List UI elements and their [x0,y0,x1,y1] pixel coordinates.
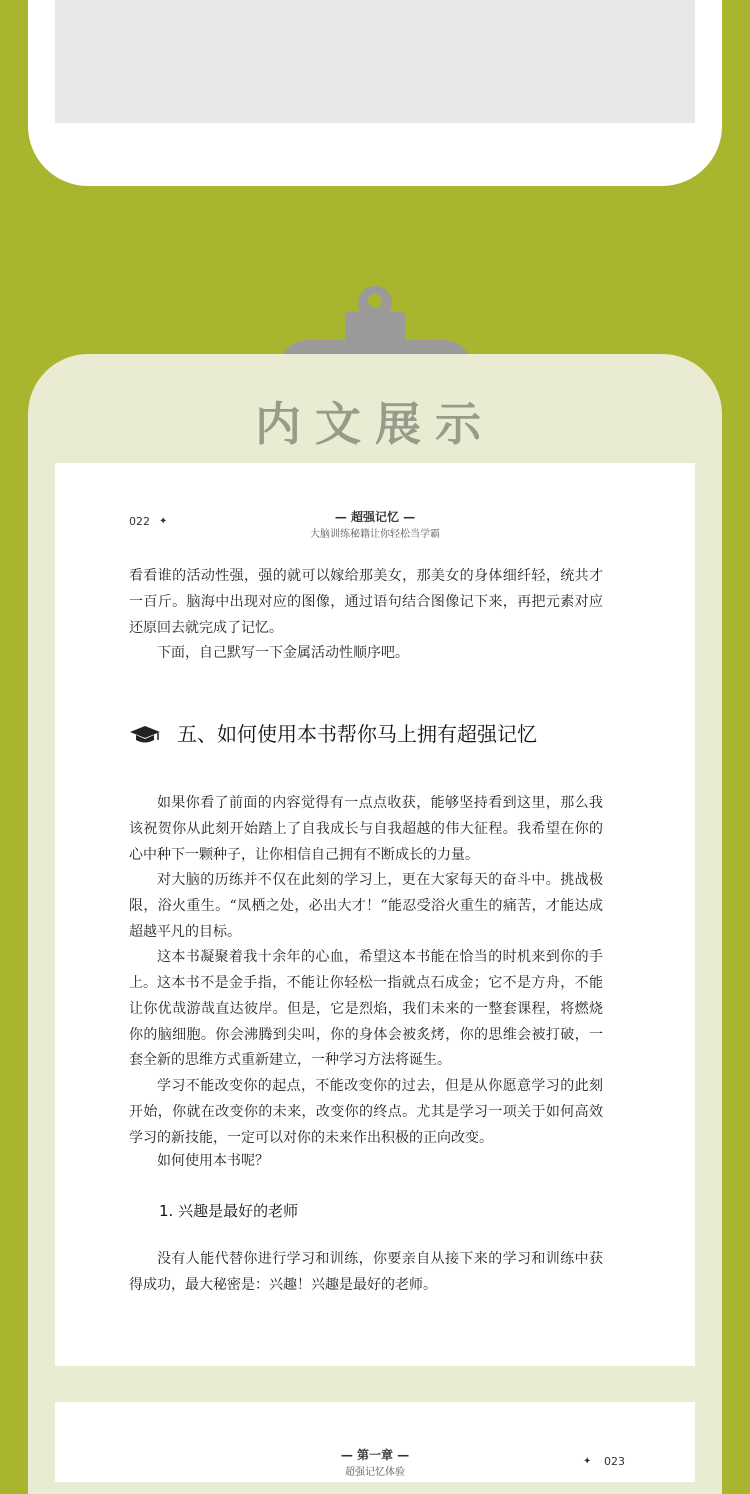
book-page-left [55,463,695,1366]
section-title: 内文展示 [255,397,495,451]
page-number: 022 [129,515,150,528]
paragraph: 学习不能改变你的起点，不能改变你的过去，但是从你愿意学习的此刻开始，你就在改变你的未来，改变你的终点。尤其是学习一项关于如何高效学习的新技能，一定可以对你的未来作出积极的正向改变。 [129,1078,603,1146]
running-header-title: — 第一章 — [340,1448,410,1462]
paragraph: 看看谁的活动性强，强的就可以嫁给那美女，那美女的身体细纤轻，统共才一百斤。脑海中出现对应的图像，通过语句结合图像记下来，再把元素对应还原回去就完成了记忆。 [129,568,603,636]
toc-card [28,0,722,186]
book-page-next [55,1402,695,1482]
star-icon: ✦ [159,516,168,527]
paragraph: 如何使用本书呢？ [157,1153,269,1169]
toc-panel [55,0,695,123]
subheading: 1. 兴趣是最好的老师 [159,1202,299,1220]
paragraph: 这本书凝聚着我十余年的心血，希望这本书能在恰当的时机来到你的手上。 [129,949,603,991]
paragraph: 这本书不是金手指，不能让你轻松一指就点石成金；它不是方舟，不能让你优哉游哉直达彼岸。但是，它是烈焰，我们未来的一整套课程，将燃烧你的脑细胞。你会沸腾到尖叫，你的身体会被炙烤，你的思维会被打破，一套全新的思维方式重新建立，一种学习方法将诞生。 [129,975,603,1069]
section-heading-text: 五、如何使用本书帮你马上拥有超强记忆 [177,722,537,746]
paragraph: 对大脑的历练并不仅在此刻的学习上，更在大家每天的奋斗中。挑战极限，浴火重生。“凤栖之处，必出大才！”能忍受浴火重生的痛苦，才能达成超越平凡的目标。 [129,872,603,940]
page-number: 023 [604,1455,625,1468]
paragraph: 没有人能代替你进行学习和训练，你要亲自从接下来的学习和训练中获得成功，最大秘密是：兴趣！兴趣是最好的老师。 [129,1251,603,1293]
clip-hole [368,294,382,308]
paragraph: 如果你看了前面的内容觉得有一点点收获，能够坚持看到这里，那么我该祝贺你从此刻开始踏上了自我成长与自我超越的伟大征程。我希望在你的心中种下一颗种子，让你相信自己拥有不断成长的力量。 [129,795,603,863]
running-header-subtitle: 超强记忆体验 [345,1467,405,1478]
running-header-subtitle: 大脑训练秘籍让你轻松当学霸 [310,529,440,540]
section-heading [129,718,629,747]
graduation-cap-icon [129,724,161,744]
paragraph: 下面，自己默写一下金属活动性顺序吧。 [157,645,409,661]
running-header-title: — 超强记忆 — [334,510,416,524]
star-icon: ✦ [583,1456,592,1467]
